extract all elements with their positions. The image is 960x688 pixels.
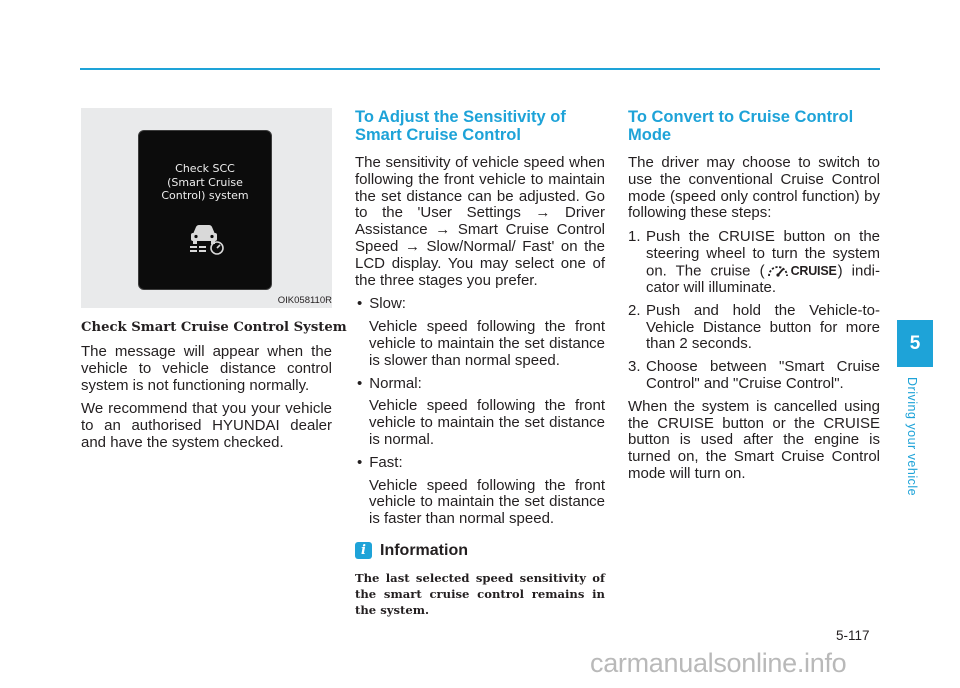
lcd-message [139, 162, 271, 203]
bullet-description: Vehicle speed following the front vehicle to maintain the set distance is slower than normal speed. [369, 318, 605, 369]
information-header [355, 542, 605, 560]
section-heading: To Adjust the Sensitivity of Smart Cruise Control [355, 108, 566, 144]
scc-malfunction-icon [187, 221, 227, 257]
bullet-label: • Normal: [355, 376, 605, 393]
step-number: 3. [628, 358, 641, 376]
step-text: Push and hold the Vehicle-to-Vehicle Distance button for more than 2 seconds. [646, 301, 880, 353]
information-body: The last selected speed sensitivity of the smart cruise control remains in the system. [355, 570, 605, 617]
chapter-label [905, 377, 925, 507]
bullet-description: Vehicle speed following the front vehicle to maintain the set distance is normal. [369, 397, 605, 448]
list-item [355, 296, 605, 369]
paragraph: The driver may choose to switch to use the conventional Cruise Control mode (speed only control function) by following these steps: [628, 154, 880, 222]
step-text: ) indi-cator will illuminate. [646, 262, 880, 296]
information-title: Information [380, 541, 468, 559]
step-number: 2. [628, 301, 641, 319]
steps-list [628, 229, 880, 393]
column-middle [355, 108, 605, 618]
lcd-line-1: Check SCC [175, 162, 235, 175]
section-heading: To Convert to Cruise Control Mode [628, 108, 854, 144]
list-item [355, 376, 605, 449]
lcd-line-2: (Smart Cruise [167, 175, 243, 189]
step-item [628, 229, 880, 297]
step-item [628, 303, 880, 353]
column-right [628, 108, 880, 483]
cluster-display-figure [81, 108, 332, 308]
watermark: carmanualsonline.info [590, 648, 847, 678]
page-number: 5-117 [836, 628, 870, 643]
paragraph: The sensitivity of vehicle speed when following the front vehicle to maintain the set distance can be adjusted. Go to the 'User Settings → Driver Assistance → Smart Cruise Control Speed → Slow/Normal/ Fast' on the LCD display. You may select one of the three stages you prefer. [355, 154, 605, 289]
section-title: Check Smart Cruise Control System [81, 320, 347, 335]
chapter-label-text: Driving your vehicle [905, 377, 919, 497]
info-icon: i [355, 542, 372, 559]
step-text: Push the CRUISE button on the steering wheel to turn the system on. The cruise ( [646, 228, 880, 280]
step-number: 1. [628, 228, 641, 246]
list-item [355, 455, 605, 528]
step-item [628, 359, 880, 393]
figure-code: OIK058110R [277, 295, 332, 306]
step-text: Choose between "Smart Cruise Control" and "Cruise Control". [646, 358, 880, 392]
column-left [81, 108, 347, 452]
bullet-description: Vehicle speed following the front vehicle to maintain the set distance is faster than normal speed. [369, 476, 605, 528]
bullet-label: • Slow: [355, 296, 605, 313]
paragraph: We recommend that you your vehicle to an authorised HYUNDAI dealer and have the system checked. [81, 400, 332, 451]
chapter-number-tab: 5 [897, 320, 933, 367]
paragraph: When the system is cancelled using the CRUISE button or the CRUISE button is used after the engine is turned on, the Smart Cruise Control mode will turn on. [628, 397, 880, 482]
header-rule [80, 68, 880, 70]
paragraph: The message will appear when the vehicle to vehicle distance control system is not functioning normally. [81, 343, 332, 394]
lcd-line-3: Control) system [161, 189, 249, 202]
lcd-screen [138, 130, 272, 290]
cruise-badge-label: CRUISE [790, 263, 837, 278]
sensitivity-list [355, 296, 605, 528]
bullet-label: • Fast: [355, 455, 605, 472]
cruise-indicator-icon [766, 263, 837, 280]
